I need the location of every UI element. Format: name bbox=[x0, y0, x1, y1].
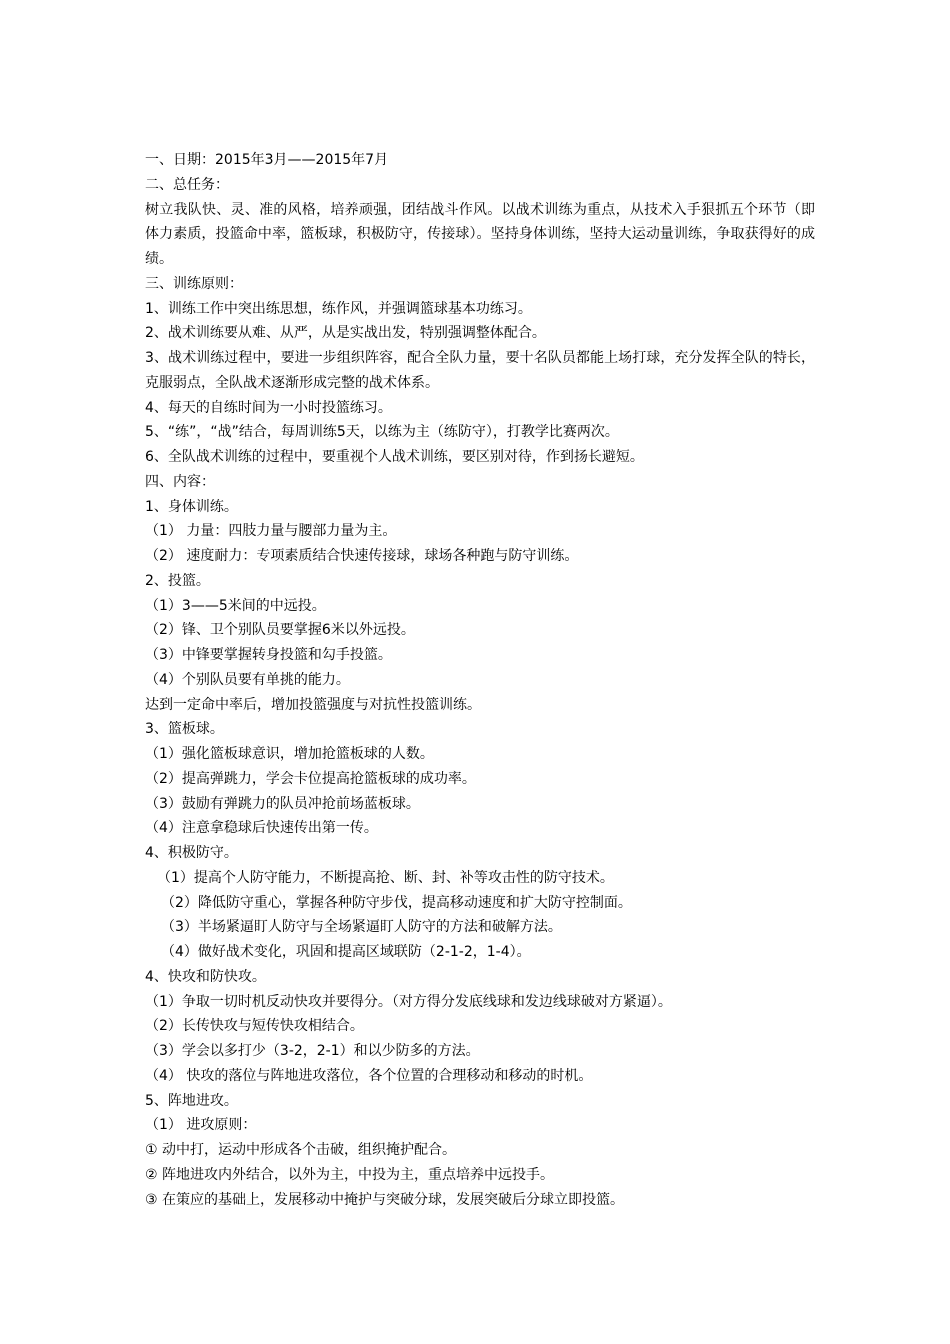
content-subheading: 4、快攻和防快攻。 bbox=[145, 968, 266, 985]
document-body bbox=[145, 148, 815, 1212]
content-item: （2）长传快攻与短传快攻相结合。 bbox=[145, 1018, 364, 1035]
content-subheading: 2、投篮。 bbox=[145, 572, 210, 589]
content-item: （2）提高弹跳力，学会卡位提高抢篮板球的成功率。 bbox=[145, 770, 476, 787]
content-item: （2） 速度耐力：专项素质结合快速传接球，球场各种跑与防守训练。 bbox=[145, 548, 579, 564]
content-subheading: 1、身体训练。 bbox=[145, 498, 238, 515]
content-item: （1）争取一切时机反动快攻并要得分。（对方得分发底线球和发边线球破对方紧逼）。 bbox=[145, 993, 672, 1010]
content-subheading: 4、积极防守。 bbox=[145, 845, 238, 861]
content-item: （3）学会以多打少（3-2，2-1）和以少防多的方法。 bbox=[145, 1043, 480, 1059]
section-heading-training-principles: 三、训练原则： bbox=[145, 275, 243, 292]
content-subheading: 5、阵地进攻。 bbox=[145, 1092, 238, 1109]
content-item: （3）半场紧逼盯人防守与全场紧逼盯人防守的方法和破解方法。 bbox=[161, 919, 562, 936]
principle-item: 5、“练”，“战”结合，每周训练5天，以练为主（练防守），打教学比赛两次。 bbox=[145, 424, 619, 441]
overall-task-paragraph: 树立我队快、灵、准的风格，培养顽强，团结战斗作风。以战术训练为重点，从技术入手狠抓五个环节（即体力素质，投篮命中率，篮板球，积极防守，传接球）。坚持身体训练，坚持大运动量训练，争取获得好的成绩。 bbox=[145, 201, 815, 267]
content-item: ② 阵地进攻内外结合，以外为主，中投为主，重点培养中远投手。 bbox=[145, 1166, 554, 1183]
content-item: （2）降低防守重心，掌握各种防守步伐，提高移动速度和扩大防守控制面。 bbox=[161, 894, 632, 911]
principle-item: 2、战术训练要从难、从严，从是实战出发，特别强调整体配合。 bbox=[145, 325, 546, 342]
principle-item: 6、全队战术训练的过程中，要重视个人战术训练，要区别对待，作到扬长避短。 bbox=[145, 449, 644, 465]
content-item: （1）提高个人防守能力，不断提高抢、断、封、补等攻击性的防守技术。 bbox=[157, 869, 614, 886]
date-line: 一、日期：2015年3月——2015年7月 bbox=[145, 152, 389, 168]
section-heading-content: 四、内容： bbox=[145, 473, 215, 490]
content-item: （4）个别队员要有单挑的能力。 bbox=[145, 671, 350, 688]
content-item: （1）强化篮板球意识，增加抢篮板球的人数。 bbox=[145, 746, 434, 762]
section-heading-overall-task: 二、总任务： bbox=[145, 176, 229, 193]
content-note: 达到一定命中率后，增加投篮强度与对抗性投篮训练。 bbox=[145, 696, 481, 713]
content-subheading: 3、篮板球。 bbox=[145, 721, 224, 738]
principle-item: 1、训练工作中突出练思想，练作风，并强调篮球基本功练习。 bbox=[145, 300, 532, 317]
content-item: （1） 进攻原则： bbox=[145, 1117, 257, 1134]
principle-item: 3、战术训练过程中，要进一步组织阵容，配合全队力量，要十名队员都能上场打球，充分发挥全队的特长，克服弱点，全队战术逐渐形成完整的战术体系。 bbox=[145, 350, 815, 391]
content-item: （2）锋、卫个别队员要掌握6米以外远投。 bbox=[145, 622, 415, 639]
content-item: （4）注意拿稳球后快速传出第一传。 bbox=[145, 820, 378, 837]
principle-item: 4、每天的自练时间为一小时投篮练习。 bbox=[145, 399, 392, 416]
content-item: ① 动中打，运动中形成各个击破，组织掩护配合。 bbox=[145, 1142, 456, 1158]
content-item: （3）鼓励有弹跳力的队员冲抢前场蓝板球。 bbox=[145, 795, 420, 812]
content-item: （4） 快攻的落位与阵地进攻落位，各个位置的合理移动和移动的时机。 bbox=[145, 1067, 593, 1084]
content-item: （4）做好战术变化，巩固和提高区域联防（2-1-2，1-4）。 bbox=[161, 944, 531, 960]
content-item: （1） 力量：四肢力量与腰部力量为主。 bbox=[145, 523, 397, 540]
content-item: ③ 在策应的基础上，发展移动中掩护与突破分球，发展突破后分球立即投篮。 bbox=[145, 1191, 624, 1208]
content-item: （1）3——5米间的中远投。 bbox=[145, 597, 326, 614]
content-item: （3）中锋要掌握转身投篮和勾手投篮。 bbox=[145, 647, 392, 663]
